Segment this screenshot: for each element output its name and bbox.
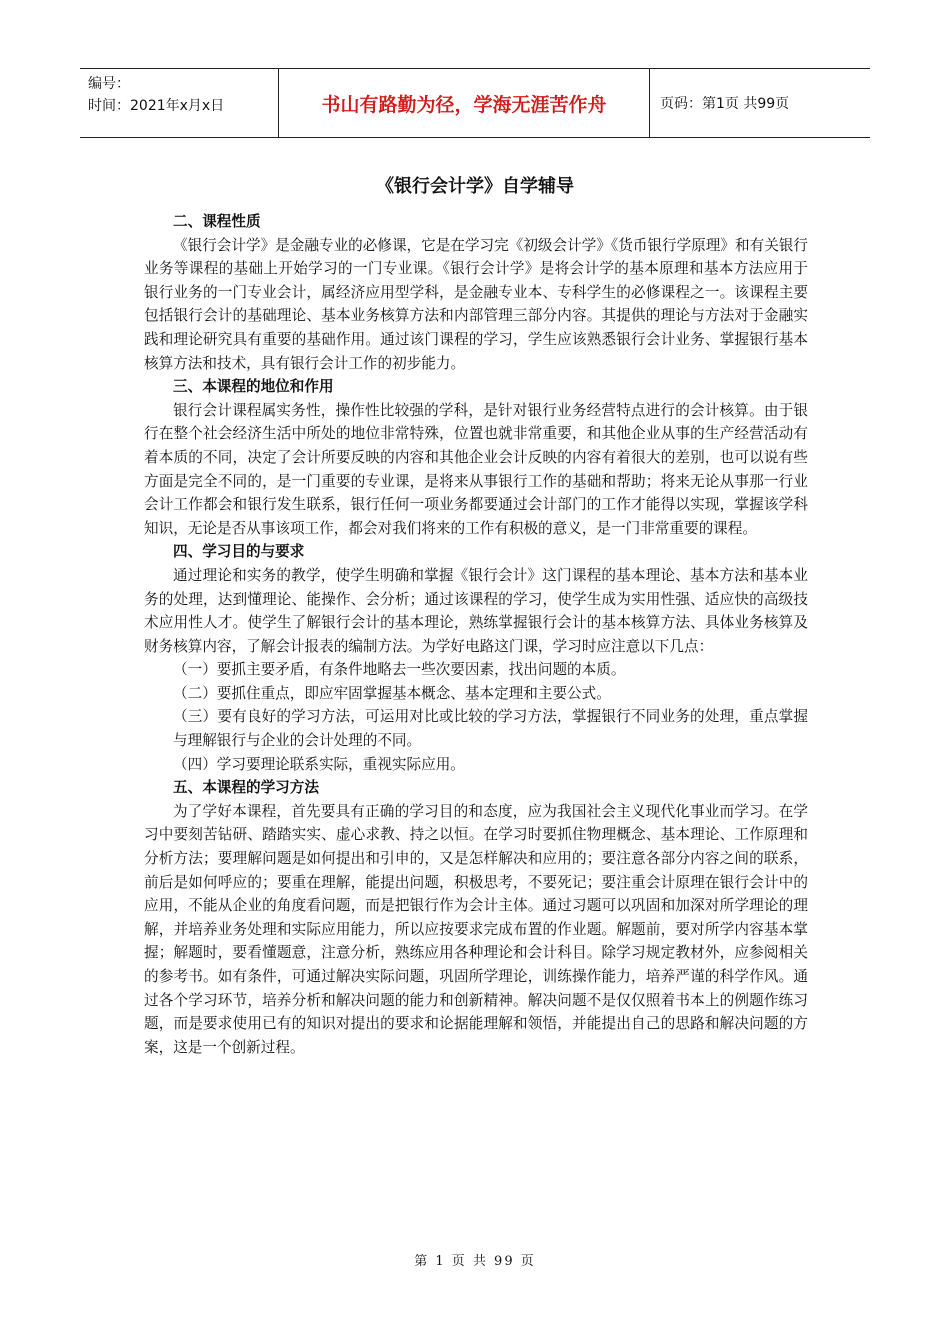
- list-item: （二）要抓住重点，即应牢固掌握基本概念、基本定理和主要公式。: [173, 684, 611, 702]
- section-paragraph: 为了学好本课程，首先要具有正确的学习目的和态度，应为我国社会主义现代化事业而学习。在学习中要刻苦钻研、踏踏实实、虚心求教、持之以恒。在学习时要抓住物理概念、基本理论、工作原理和分析方法；要理解问题是如何提出和引申的，又是怎样解决和应用的；要注意各部分内容之间的联系，前后是如何呼应的；要重在理解，能提出问题，积极思考，不要死记；要注重会计原理在银行会计中的应用，不能从企业的角度看问题，而是把银行作为会计主体。通过习题可以巩固和加深对所学理论的理解，并培养业务处理和实际应用能力，所以应按要求完成布置的作业题。解题前，要对所学内容基本掌握；解题时，要看懂题意，注意分析，熟练应用各种理论和会计科目。除学习规定教材外，应参阅相关的参考书。如有条件，可通过解决实际问题，巩固所学理论，训练操作能力，培养严谨的科学作风。通过各个学习环节，培养分析和解决问题的能力和创新精神。解决问题不是仅仅照着书本上的例题作练习题，而是要求使用已有的知识对提出的要求和论据能理解和领悟，并能提出自己的思路和解决问题的方案，这是一个创新过程。: [144, 802, 808, 1056]
- document-body: [144, 210, 808, 1059]
- list-item: （三）要有良好的学习方法，可运用对比或比较的学习方法，掌握银行不同业务的处理，重点掌握与理解银行与企业的会计处理的不同。: [173, 708, 808, 750]
- page-footer: 第 1 页 共 99 页: [414, 1254, 536, 1269]
- page-header: [80, 68, 870, 138]
- header-page-number: 页码：第1页 共99页: [660, 96, 790, 112]
- header-date: 时间：2021年x月x日: [88, 98, 225, 114]
- header-motto: 书山有路勤为径，学海无涯苦作舟: [279, 69, 650, 137]
- list-item: （一）要抓主要矛盾，有条件地略去一些次要因素，找出问题的本质。: [173, 661, 626, 679]
- header-meta: [80, 69, 279, 137]
- list-item: （四）学习要理论联系实际，重视实际应用。: [173, 755, 465, 773]
- document-title: 《银行会计学》自学辅导: [376, 176, 574, 197]
- section-heading: 三、本课程的地位和作用: [173, 378, 334, 396]
- header-serial: 编号：: [88, 76, 130, 92]
- section-paragraph: 通过理论和实务的教学，使学生明确和掌握《银行会计》这门课程的基本理论、基本方法和基本业务的处理，达到懂理论、能操作、会分析；通过该课程的学习，使学生成为实用性强、适应快的高级技术应用性人才。使学生了解银行会计的基本理论，熟练掌握银行会计的基本核算方法、具体业务核算及财务核算内容，了解会计报表的编制方法。为学好电路这门课，学习时应注意以下几点：: [144, 566, 808, 655]
- section-heading: 五、本课程的学习方法: [173, 779, 319, 797]
- section-heading: 四、学习目的与要求: [173, 543, 305, 561]
- section-paragraph: 银行会计课程属实务性，操作性比较强的学科，是针对银行业务经营特点进行的会计核算。由于银行在整个社会经济生活中所处的地位非常特殊，位置也就非常重要，和其他企业从事的生产经营活动有着本质的不同，决定了会计所要反映的内容和其他企业会计反映的内容有着很大的差别，也可以说有些方面是完全不同的，是一门重要的专业课，是将来从事银行工作的基础和帮助；将来无论从事那一行业会计工作都会和银行发生联系，银行任何一项业务都要通过会计部门的工作才能得以实现，掌握该学科知识，无论是否从事该项工作，都会对我们将来的工作有积极的意义，是一门非常重要的课程。: [144, 401, 808, 537]
- section-paragraph: 《银行会计学》是金融专业的必修课，它是在学习完《初级会计学》《货币银行学原理》和有关银行业务等课程的基础上开始学习的一门专业课。《银行会计学》是将会计学的基本原理和基本方法应用于银行业务的一门专业会计，属经济应用型学科，是金融专业本、专科学生的必修课程之一。该课程主要包括银行会计的基础理论、基本业务核算方法和内部管理三部分内容。其提供的理论与方法对于金融实践和理论研究具有重要的基础作用。通过该门课程的学习，学生应该熟悉银行会计业务、掌握银行基本核算方法和技术，具有银行会计工作的初步能力。: [144, 236, 808, 372]
- section-heading: 二、课程性质: [173, 213, 261, 230]
